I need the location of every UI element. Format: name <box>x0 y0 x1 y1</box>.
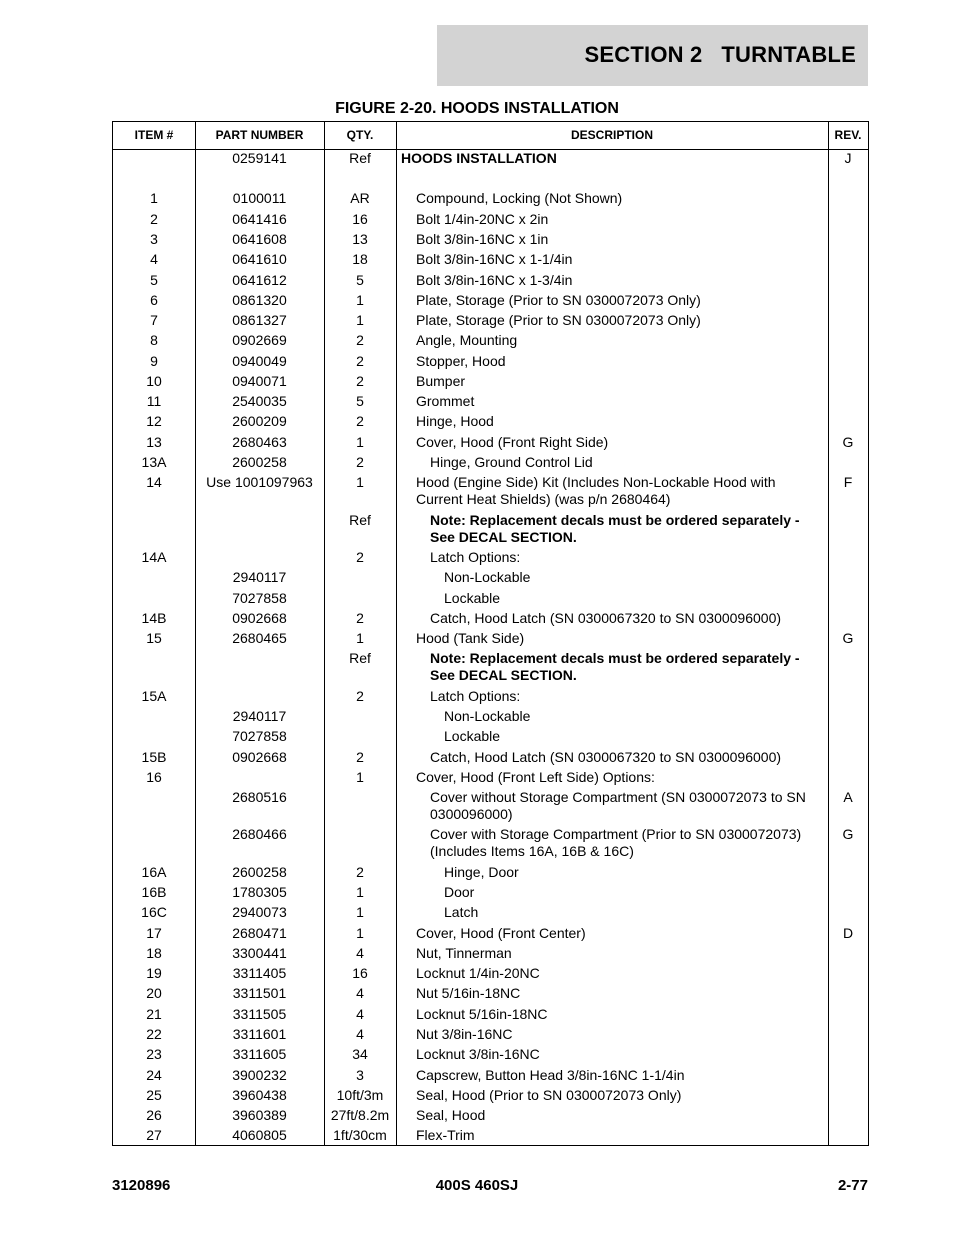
part-number-cell: 7027858 <box>232 590 287 606</box>
description-cell: Latch Options: <box>430 688 521 704</box>
footer-page-number: 2-77 <box>837 1177 868 1194</box>
description-cell: Cover without Storage Compartment (SN 0300072073 to SN 0300096000) <box>430 789 806 822</box>
description-cell: Catch, Hood Latch (SN 0300067320 to SN 0300096000) <box>430 610 782 626</box>
qty-cell: 1 <box>356 630 364 646</box>
figure-title: FIGURE 2-20. HOODS INSTALLATION <box>335 100 619 117</box>
qty-cell: 2 <box>356 749 364 765</box>
item-cell: 8 <box>150 332 158 348</box>
part-number-cell: 2940073 <box>232 904 287 920</box>
item-cell: 14B <box>141 610 167 626</box>
description-cell: Note: Replacement decals must be ordered separately - See DECAL SECTION. <box>430 512 800 545</box>
qty-cell: 18 <box>352 251 368 267</box>
item-cell: 15B <box>141 749 167 765</box>
description-cell: Cover, Hood (Front Right Side) <box>416 434 609 450</box>
description-cell: Cover with Storage Compartment (Prior to SN 0300072073) (Includes Items 16A, 16B & 16C) <box>430 826 802 859</box>
description-cell: Hinge, Ground Control Lid <box>430 454 593 470</box>
part-number-cell: Use 1001097963 <box>206 474 313 490</box>
item-cell: 19 <box>146 965 162 981</box>
description-cell: Cover, Hood (Front Center) <box>416 925 586 941</box>
item-cell: 5 <box>150 272 158 288</box>
qty-cell: 1 <box>356 292 364 308</box>
qty-cell: 27ft/8.2m <box>330 1107 390 1123</box>
part-number-cell: 2680465 <box>232 630 287 646</box>
column-divider <box>396 122 397 1145</box>
qty-cell: 13 <box>352 231 368 247</box>
footer-doc-number: 3120896 <box>112 1177 171 1194</box>
description-cell: HOODS INSTALLATION <box>401 150 557 166</box>
qty-cell: 1 <box>356 434 364 450</box>
item-cell: 20 <box>146 985 162 1001</box>
item-cell: 15A <box>141 688 167 704</box>
part-number-cell: 3311505 <box>232 1006 287 1022</box>
item-cell: 16B <box>141 884 167 900</box>
part-number-cell: 3960389 <box>232 1107 287 1123</box>
part-number-cell: 2940117 <box>232 708 287 724</box>
qty-cell: 1 <box>356 769 364 785</box>
qty-cell: 4 <box>356 1006 364 1022</box>
description-cell: Capscrew, Button Head 3/8in-16NC 1-1/4in <box>416 1067 685 1083</box>
item-cell: 21 <box>146 1006 162 1022</box>
part-number-cell: 0641608 <box>232 231 287 247</box>
description-cell: Grommet <box>416 393 475 409</box>
qty-cell: 1 <box>356 884 364 900</box>
header-item: ITEM # <box>134 128 174 142</box>
description-cell: Cover, Hood (Front Left Side) Options: <box>416 769 655 785</box>
qty-cell: 2 <box>356 413 364 429</box>
section-title: SECTION 2 TURNTABLE <box>584 42 856 67</box>
qty-cell: 4 <box>356 1026 364 1042</box>
description-cell: Catch, Hood Latch (SN 0300067320 to SN 0300096000) <box>430 749 782 765</box>
description-cell: Nut 5/16in-18NC <box>416 985 521 1001</box>
qty-cell: 1 <box>356 925 364 941</box>
part-number-cell: 3300441 <box>232 945 287 961</box>
item-cell: 22 <box>146 1026 162 1042</box>
item-cell: 13A <box>141 454 167 470</box>
part-number-cell: 2540035 <box>232 393 287 409</box>
part-number-cell: 3960438 <box>232 1087 287 1103</box>
qty-cell: 5 <box>356 393 364 409</box>
qty-cell: 2 <box>356 549 364 565</box>
description-cell: Nut, Tinnerman <box>416 945 512 961</box>
rev-cell: G <box>842 630 854 646</box>
item-cell: 16 <box>146 769 162 785</box>
qty-cell: 4 <box>356 985 364 1001</box>
description-cell: Lockable <box>444 728 501 744</box>
part-number-cell: 3900232 <box>232 1067 287 1083</box>
description-cell: Bolt 3/8in-16NC x 1-3/4in <box>416 272 573 288</box>
rev-cell: F <box>843 474 853 490</box>
qty-cell: 16 <box>352 965 368 981</box>
item-cell: 3 <box>150 231 158 247</box>
part-number-cell: 2680466 <box>232 826 287 842</box>
part-number-cell: 0940049 <box>232 353 287 369</box>
item-cell: 4 <box>150 251 158 267</box>
part-number-cell: 0861320 <box>232 292 287 308</box>
item-cell: 6 <box>150 292 158 308</box>
part-number-cell: 0641416 <box>232 211 287 227</box>
rev-cell: D <box>842 925 854 941</box>
header-qty: QTY. <box>346 128 374 142</box>
qty-cell: 2 <box>356 610 364 626</box>
qty-cell: AR <box>350 190 370 206</box>
description-cell: Bumper <box>416 373 466 389</box>
part-number-cell: 2600258 <box>232 454 287 470</box>
item-cell: 23 <box>146 1046 162 1062</box>
description-cell: Angle, Mounting <box>416 332 518 348</box>
part-number-cell: 0641612 <box>232 272 287 288</box>
item-cell: 18 <box>146 945 162 961</box>
qty-cell: 2 <box>356 864 364 880</box>
part-number-cell: 3311405 <box>232 965 287 981</box>
item-cell: 13 <box>146 434 162 450</box>
part-number-cell: 2600209 <box>232 413 287 429</box>
description-cell: Bolt 3/8in-16NC x 1-1/4in <box>416 251 573 267</box>
part-number-cell: 3311501 <box>232 985 287 1001</box>
part-number-cell: 3311605 <box>232 1046 287 1062</box>
rev-cell: G <box>842 826 854 842</box>
qty-cell: 2 <box>356 353 364 369</box>
rev-cell: G <box>842 434 854 450</box>
header-part-number: PART NUMBER <box>215 128 304 142</box>
item-cell: 24 <box>146 1067 162 1083</box>
item-cell: 14A <box>141 549 167 565</box>
description-cell: Note: Replacement decals must be ordered separately - See DECAL SECTION. <box>430 650 800 683</box>
part-number-cell: 3311601 <box>232 1026 287 1042</box>
description-cell: Stopper, Hood <box>416 353 506 369</box>
item-cell: 15 <box>146 630 162 646</box>
rev-cell: A <box>843 789 853 805</box>
qty-cell: 1 <box>356 904 364 920</box>
description-cell: Hood (Tank Side) <box>416 630 525 646</box>
qty-cell: 34 <box>352 1046 368 1062</box>
description-cell: Locknut 3/8in-16NC <box>416 1046 540 1062</box>
description-cell: Hood (Engine Side) Kit (Includes Non-Lockable Hood with Current Heat Shields) (was p/n 2680464) <box>416 474 776 507</box>
item-cell: 11 <box>146 393 162 409</box>
item-cell: 17 <box>146 925 162 941</box>
description-cell: Lockable <box>444 590 501 606</box>
part-number-cell: 0861327 <box>232 312 287 328</box>
qty-cell: 3 <box>356 1067 364 1083</box>
item-cell: 2 <box>150 211 158 227</box>
item-cell: 26 <box>146 1107 162 1123</box>
description-cell: Non-Lockable <box>444 569 531 585</box>
part-number-cell: 0902668 <box>232 749 287 765</box>
parts-table <box>112 121 869 1146</box>
part-number-cell: 2600258 <box>232 864 287 880</box>
item-cell: 1 <box>150 190 158 206</box>
description-cell: Plate, Storage (Prior to SN 0300072073 Only) <box>416 292 701 308</box>
part-number-cell: 0641610 <box>232 251 287 267</box>
description-cell: Seal, Hood <box>416 1107 486 1123</box>
item-cell: 9 <box>150 353 158 369</box>
description-cell: Bolt 1/4in-20NC x 2in <box>416 211 549 227</box>
description-cell: Door <box>444 884 475 900</box>
part-number-cell: 0902669 <box>232 332 287 348</box>
item-cell: 16C <box>141 904 167 920</box>
part-number-cell: 2680471 <box>232 925 287 941</box>
description-cell: Bolt 3/8in-16NC x 1in <box>416 231 549 247</box>
qty-cell: 2 <box>356 688 364 704</box>
item-cell: 16A <box>141 864 167 880</box>
qty-cell: 1 <box>356 312 364 328</box>
header-description: DESCRIPTION <box>570 128 653 142</box>
part-number-cell: 4060805 <box>232 1127 287 1143</box>
description-cell: Latch Options: <box>430 549 521 565</box>
item-cell: 7 <box>150 312 158 328</box>
description-cell: Flex-Trim <box>416 1127 475 1143</box>
part-number-cell: 0902668 <box>232 610 287 626</box>
part-number-cell: 0100011 <box>232 190 287 206</box>
qty-cell: Ref <box>349 512 371 528</box>
item-cell: 14 <box>146 474 162 490</box>
part-number-cell: 2940117 <box>232 569 287 585</box>
part-number-cell: 2680516 <box>232 789 287 805</box>
qty-cell: Ref <box>349 150 371 166</box>
qty-cell: 2 <box>356 454 364 470</box>
rev-cell: J <box>844 150 852 166</box>
qty-cell: 4 <box>356 945 364 961</box>
description-cell: Nut 3/8in-16NC <box>416 1026 513 1042</box>
qty-cell: 2 <box>356 332 364 348</box>
part-number-cell: 7027858 <box>232 728 287 744</box>
part-number-cell: 0259141 <box>232 150 287 166</box>
qty-cell: 2 <box>356 373 364 389</box>
description-cell: Latch <box>444 904 479 920</box>
item-cell: 27 <box>146 1127 162 1143</box>
qty-cell: Ref <box>349 650 371 666</box>
part-number-cell: 0940071 <box>232 373 287 389</box>
qty-cell: 10ft/3m <box>336 1087 384 1103</box>
qty-cell: 16 <box>352 211 368 227</box>
header-rev: REV. <box>834 128 862 142</box>
description-cell: Locknut 1/4in-20NC <box>416 965 540 981</box>
item-cell: 25 <box>146 1087 162 1103</box>
description-cell: Compound, Locking (Not Shown) <box>416 190 623 206</box>
description-cell: Seal, Hood (Prior to SN 0300072073 Only) <box>416 1087 682 1103</box>
section-header <box>437 25 868 86</box>
item-cell: 12 <box>146 413 162 429</box>
qty-cell: 5 <box>356 272 364 288</box>
item-cell: 10 <box>146 373 162 389</box>
description-cell: Plate, Storage (Prior to SN 0300072073 Only) <box>416 312 701 328</box>
part-number-cell: 2680463 <box>232 434 287 450</box>
description-cell: Locknut 5/16in-18NC <box>416 1006 548 1022</box>
description-cell: Hinge, Door <box>444 864 519 880</box>
description-cell: Hinge, Hood <box>416 413 494 429</box>
qty-cell: 1ft/30cm <box>333 1127 387 1143</box>
part-number-cell: 1780305 <box>232 884 287 900</box>
description-cell: Non-Lockable <box>444 708 531 724</box>
footer-model: 400S 460SJ <box>435 1177 519 1194</box>
qty-cell: 1 <box>356 474 364 490</box>
